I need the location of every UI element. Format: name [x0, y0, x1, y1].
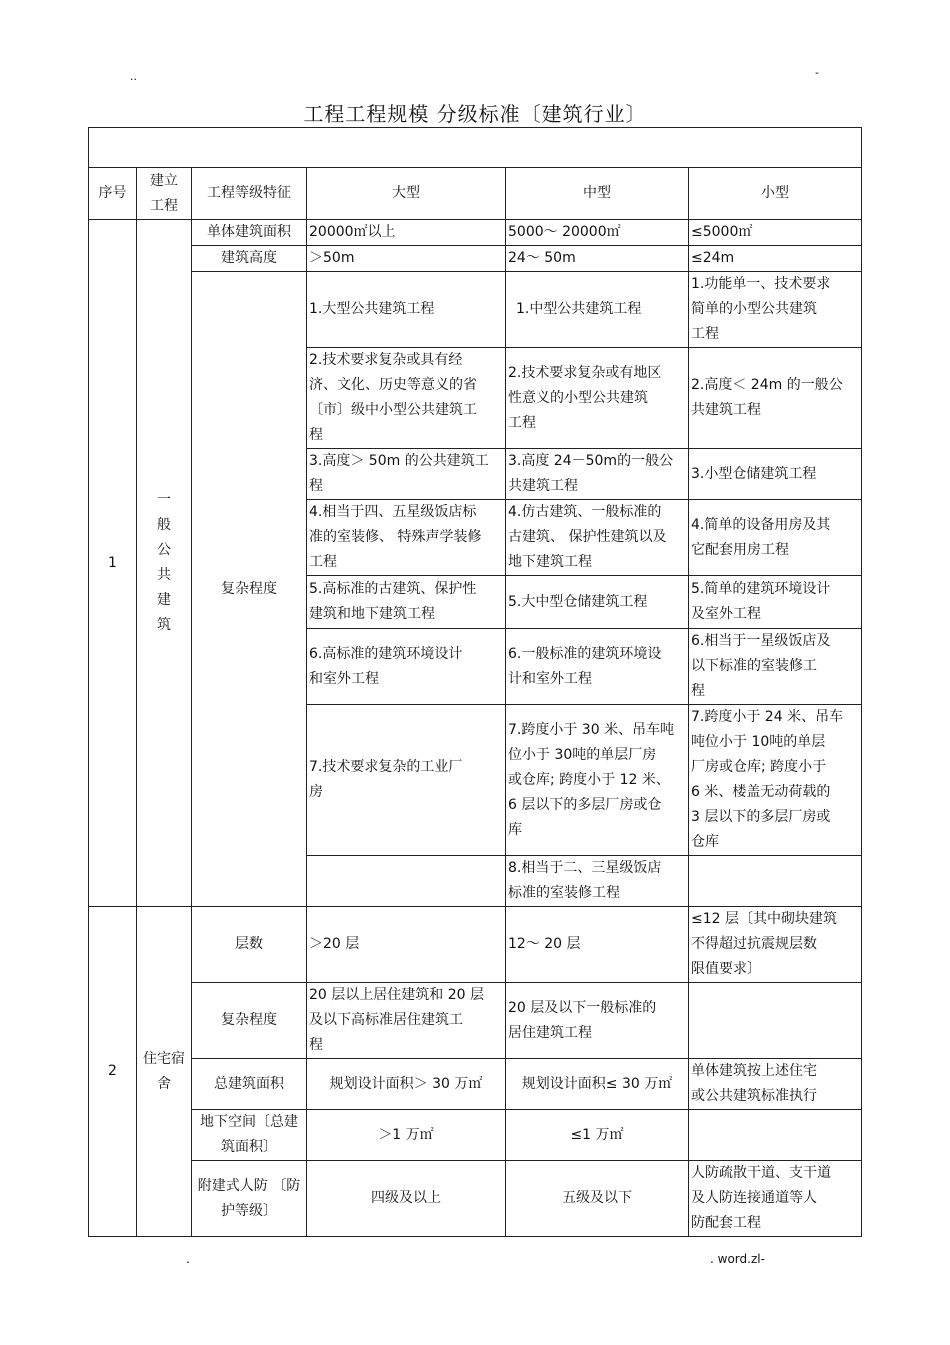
s1-area-label: 单体建筑面积: [192, 220, 307, 246]
s1-r6-medium: 6.一般标准的建筑环境设 计和室外工程: [506, 629, 689, 705]
s1-height-label: 建筑高度: [192, 246, 307, 272]
s1-r3-small: 3.小型仓储建筑工程: [689, 449, 862, 500]
s1-r4-large: 4.相当于四、五星级饭店标 准的室装修、 特殊声学装修 工程: [307, 500, 506, 576]
s2-r4-label: 地下空间〔总建 筑面积〕: [192, 1110, 307, 1161]
s1-complexity-label: 复杂程度: [192, 272, 307, 907]
table-row: [89, 246, 862, 272]
s2-seq: 2: [89, 907, 137, 1237]
header-small: 小型: [689, 168, 862, 220]
s1-r3-medium: 3.高度 24－50m的一般公 共建筑工程: [506, 449, 689, 500]
s2-r1-small: ≤12 层〔其中砌块建筑 不得超过抗震规层数 限值要求〕: [689, 907, 862, 983]
s1-r8-large: [307, 856, 506, 907]
s1-r2-medium: 2.技术要求复杂或有地区 性意义的小型公共建筑 工程: [506, 348, 689, 449]
document-title: 工程工程规模 分级标准〔建筑行业〕: [303, 102, 647, 126]
s1-r1-medium: 1.中型公共建筑工程: [506, 272, 689, 348]
table-row: [89, 983, 862, 1059]
s2-r3-medium: 规划设计面积≤ 30 万㎡: [506, 1059, 689, 1110]
grading-table: [88, 127, 862, 1237]
s2-r2-small: [689, 983, 862, 1059]
s2-r2-medium: 20 层及以下一般标准的 居住建筑工程: [506, 983, 689, 1059]
table-blank-row: [89, 128, 862, 168]
header-medium: 中型: [506, 168, 689, 220]
s1-area-small: ≤5000㎡: [689, 220, 862, 246]
s2-r1-label: 层数: [192, 907, 307, 983]
s2-r5-medium: 五级及以下: [506, 1161, 689, 1237]
table-row: [89, 907, 862, 983]
s1-r5-medium: 5.大中型仓储建筑工程: [506, 576, 689, 629]
s1-r6-small: 6.相当于一星级饭店及 以下标准的室装修工 程: [689, 629, 862, 705]
s1-height-medium: 24～ 50m: [506, 246, 689, 272]
s2-r5-small: 人防疏散干道、支干道 及人防连接通道等人 防配套工程: [689, 1161, 862, 1237]
s1-r1-large: 1.大型公共建筑工程: [307, 272, 506, 348]
header-large: 大型: [307, 168, 506, 220]
table-row: [89, 220, 862, 246]
s1-r2-small: 2.高度＜ 24m 的一般公 共建筑工程: [689, 348, 862, 449]
s1-r4-small: 4.简单的设备用房及其 它配套用房工程: [689, 500, 862, 576]
s2-r3-large: 规划设计面积＞ 30 万㎡: [307, 1059, 506, 1110]
header-mark-left: ..: [130, 70, 137, 83]
s1-r6-large: 6.高标准的建筑环境设计 和室外工程: [307, 629, 506, 705]
s1-r7-small: 7.跨度小于 24 米、吊车 吨位小于 10吨的单层 厂房或仓库; 跨度小于 6 米、楼盖无动荷载的 3 层以下的多层厂房或 仓库: [689, 705, 862, 856]
s2-r2-large: 20 层以上居住建筑和 20 层 及以下高标准居住建筑工 程: [307, 983, 506, 1059]
s2-r2-label: 复杂程度: [192, 983, 307, 1059]
s1-r5-large: 5.高标准的古建筑、保护性 建筑和地下建筑工程: [307, 576, 506, 629]
s1-height-large: ＞50m: [307, 246, 506, 272]
s2-r1-medium: 12～ 20 层: [506, 907, 689, 983]
s2-r4-small: [689, 1110, 862, 1161]
s1-r4-medium: 4.仿古建筑、一般标准的 古建筑、 保护性建筑以及 地下建筑工程: [506, 500, 689, 576]
s2-type: 住宅宿 舍: [137, 907, 192, 1237]
s2-r3-label: 总建筑面积: [192, 1059, 307, 1110]
s1-seq: 1: [89, 220, 137, 907]
s2-r4-large: ＞1 万㎡: [307, 1110, 506, 1161]
s2-r5-large: 四级及以上: [307, 1161, 506, 1237]
s1-r7-medium: 7.跨度小于 30 米、吊车吨 位小于 30吨的单层厂房 或仓库; 跨度小于 12 米、 6 层以下的多层厂房或仓 库: [506, 705, 689, 856]
s1-r8-medium: 8.相当于二、三星级饭店 标准的室装修工程: [506, 856, 689, 907]
s1-area-medium: 5000～ 20000㎡: [506, 220, 689, 246]
header-feature: 工程等级特征: [192, 168, 307, 220]
s1-type: 一 般 公 共 建 筑: [137, 220, 192, 907]
s1-r2-large: 2.技术要求复杂或具有经 济、文化、历史等意义的省 〔市〕级中小型公共建筑工 程: [307, 348, 506, 449]
table-row: [89, 1110, 862, 1161]
table-row: [89, 272, 862, 348]
header-type: 建立 工程: [137, 168, 192, 220]
footer-right: . word.zl-: [710, 1252, 765, 1266]
s1-height-small: ≤24m: [689, 246, 862, 272]
s2-r3-small: 单体建筑按上述住宅 或公共建筑标准执行: [689, 1059, 862, 1110]
s2-r4-medium: ≤1 万㎡: [506, 1110, 689, 1161]
header-seq: 序号: [89, 168, 137, 220]
s1-r3-large: 3.高度＞ 50m 的公共建筑工 程: [307, 449, 506, 500]
s1-r8-small: [689, 856, 862, 907]
s1-r1-small: 1.功能单一、技术要求 简单的小型公共建筑 工程: [689, 272, 862, 348]
header-mark-right: -: [815, 66, 819, 79]
table-row: [89, 1161, 862, 1237]
s1-r5-small: 5.简单的建筑环境设计 及室外工程: [689, 576, 862, 629]
s1-area-large: 20000㎡以上: [307, 220, 506, 246]
s2-r1-large: ＞20 层: [307, 907, 506, 983]
footer-left: .: [186, 1252, 190, 1266]
table-header-row: [89, 168, 862, 220]
s1-r7-large: 7.技术要求复杂的工业厂 房: [307, 705, 506, 856]
table-row: [89, 1059, 862, 1110]
s2-r5-label: 附建式人防 〔防 护等级〕: [192, 1161, 307, 1237]
